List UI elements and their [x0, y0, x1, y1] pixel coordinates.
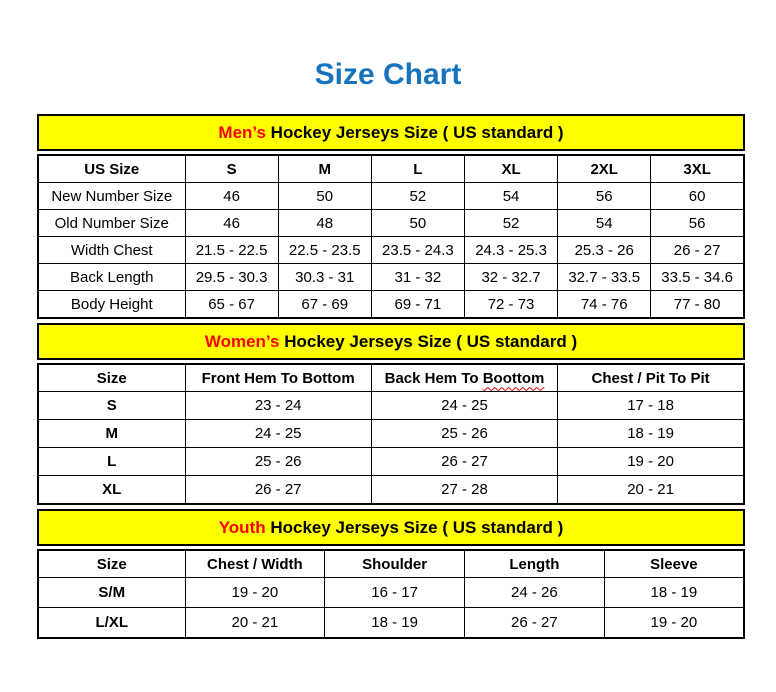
row-label: Back Length	[38, 264, 185, 291]
table-cell: 26 - 27	[651, 237, 744, 264]
table-cell: 60	[651, 183, 744, 210]
table-cell: 26 - 27	[371, 448, 557, 476]
table-header-row	[38, 364, 744, 392]
column-header: M	[278, 155, 371, 183]
size-chart-page	[0, 58, 776, 692]
youth-banner-text: Hockey Jerseys Size ( US standard )	[265, 517, 564, 537]
column-header: Size	[38, 364, 185, 392]
table-cell: 67 - 69	[278, 291, 371, 319]
table-cell: 18 - 19	[558, 420, 744, 448]
column-header: 2XL	[558, 155, 651, 183]
row-label: L	[38, 448, 185, 476]
table-cell: 26 - 27	[185, 476, 371, 505]
row-label: Width Chest	[38, 237, 185, 264]
column-header: XL	[464, 155, 557, 183]
table-cell: 25 - 26	[371, 420, 557, 448]
table-cell: 19 - 20	[185, 578, 325, 608]
table-header-row	[38, 550, 744, 578]
column-header: Shoulder	[325, 550, 465, 578]
table-cell: 19 - 20	[558, 448, 744, 476]
mens-banner-text: Hockey Jerseys Size ( US standard )	[265, 122, 564, 142]
table-cell: 54	[558, 210, 651, 237]
table-cell: 19 - 20	[604, 608, 744, 639]
table-cell: 32.7 - 33.5	[558, 264, 651, 291]
womens-size-table	[37, 363, 745, 505]
table-row	[38, 183, 744, 210]
table-row	[38, 237, 744, 264]
table-cell: 16 - 17	[325, 578, 465, 608]
table-row	[38, 476, 744, 505]
table-cell: 26 - 27	[465, 608, 605, 639]
row-label: Body Height	[38, 291, 185, 319]
table-header-row	[38, 155, 744, 183]
table-cell: 74 - 76	[558, 291, 651, 319]
table-cell: 50	[371, 210, 464, 237]
table-cell: 23 - 24	[185, 392, 371, 420]
column-header: Size	[38, 550, 185, 578]
table-cell: 54	[464, 183, 557, 210]
table-cell: 21.5 - 22.5	[185, 237, 278, 264]
row-label: M	[38, 420, 185, 448]
table-cell: 50	[278, 183, 371, 210]
table-cell: 18 - 19	[325, 608, 465, 639]
column-header-text: Back Hem To	[384, 369, 483, 387]
table-cell: 24 - 26	[465, 578, 605, 608]
row-label: Old Number Size	[38, 210, 185, 237]
table-cell: 25 - 26	[185, 448, 371, 476]
table-cell: 52	[464, 210, 557, 237]
column-header: Sleeve	[604, 550, 744, 578]
table-row	[38, 420, 744, 448]
table-cell: 48	[278, 210, 371, 237]
size-chart	[37, 114, 745, 639]
table-cell: 52	[371, 183, 464, 210]
table-cell: 56	[651, 210, 744, 237]
table-cell: 17 - 18	[558, 392, 744, 420]
table-row	[38, 448, 744, 476]
row-label: S/M	[38, 578, 185, 608]
table-cell: 23.5 - 24.3	[371, 237, 464, 264]
column-header: Front Hem To Bottom	[185, 364, 371, 392]
table-cell: 69 - 71	[371, 291, 464, 319]
table-cell: 29.5 - 30.3	[185, 264, 278, 291]
table-cell: 24 - 25	[371, 392, 557, 420]
column-header	[371, 364, 557, 392]
page-title: Size Chart	[314, 58, 462, 91]
womens-banner-highlight: Women’s	[204, 331, 280, 351]
table-row	[38, 392, 744, 420]
table-cell: 24.3 - 25.3	[464, 237, 557, 264]
table-cell: 27 - 28	[371, 476, 557, 505]
mens-banner-highlight: Men’s	[218, 122, 266, 142]
mens-size-table	[37, 154, 745, 319]
table-cell: 46	[185, 210, 278, 237]
youth-section-banner	[37, 509, 745, 546]
table-cell: 72 - 73	[464, 291, 557, 319]
table-cell: 31 - 32	[371, 264, 464, 291]
table-cell: 30.3 - 31	[278, 264, 371, 291]
column-header: S	[185, 155, 278, 183]
table-cell: 33.5 - 34.6	[651, 264, 744, 291]
table-cell: 20 - 21	[558, 476, 744, 505]
table-cell: 20 - 21	[185, 608, 325, 639]
row-label: XL	[38, 476, 185, 505]
table-cell: 46	[185, 183, 278, 210]
table-row	[38, 264, 744, 291]
womens-section-banner	[37, 323, 745, 360]
row-label: New Number Size	[38, 183, 185, 210]
column-header: 3XL	[651, 155, 744, 183]
column-header: Chest / Pit To Pit	[558, 364, 744, 392]
table-cell: 18 - 19	[604, 578, 744, 608]
table-cell: 22.5 - 23.5	[278, 237, 371, 264]
table-cell: 32 - 32.7	[464, 264, 557, 291]
womens-banner-text: Hockey Jerseys Size ( US standard )	[279, 331, 578, 351]
row-label: L/XL	[38, 608, 185, 639]
table-cell: 56	[558, 183, 651, 210]
table-row	[38, 291, 744, 319]
misspelled-word: Boottom	[482, 369, 545, 387]
table-cell: 25.3 - 26	[558, 237, 651, 264]
table-cell: 65 - 67	[185, 291, 278, 319]
table-cell: 77 - 80	[651, 291, 744, 319]
table-row	[38, 578, 744, 608]
youth-size-table	[37, 549, 745, 639]
table-cell: 24 - 25	[185, 420, 371, 448]
table-row	[38, 608, 744, 639]
column-header: US Size	[38, 155, 185, 183]
column-header: Chest / Width	[185, 550, 325, 578]
youth-banner-highlight: Youth	[218, 517, 266, 537]
row-label: S	[38, 392, 185, 420]
column-header: L	[371, 155, 464, 183]
column-header: Length	[465, 550, 605, 578]
table-row	[38, 210, 744, 237]
mens-section-banner	[37, 114, 745, 151]
